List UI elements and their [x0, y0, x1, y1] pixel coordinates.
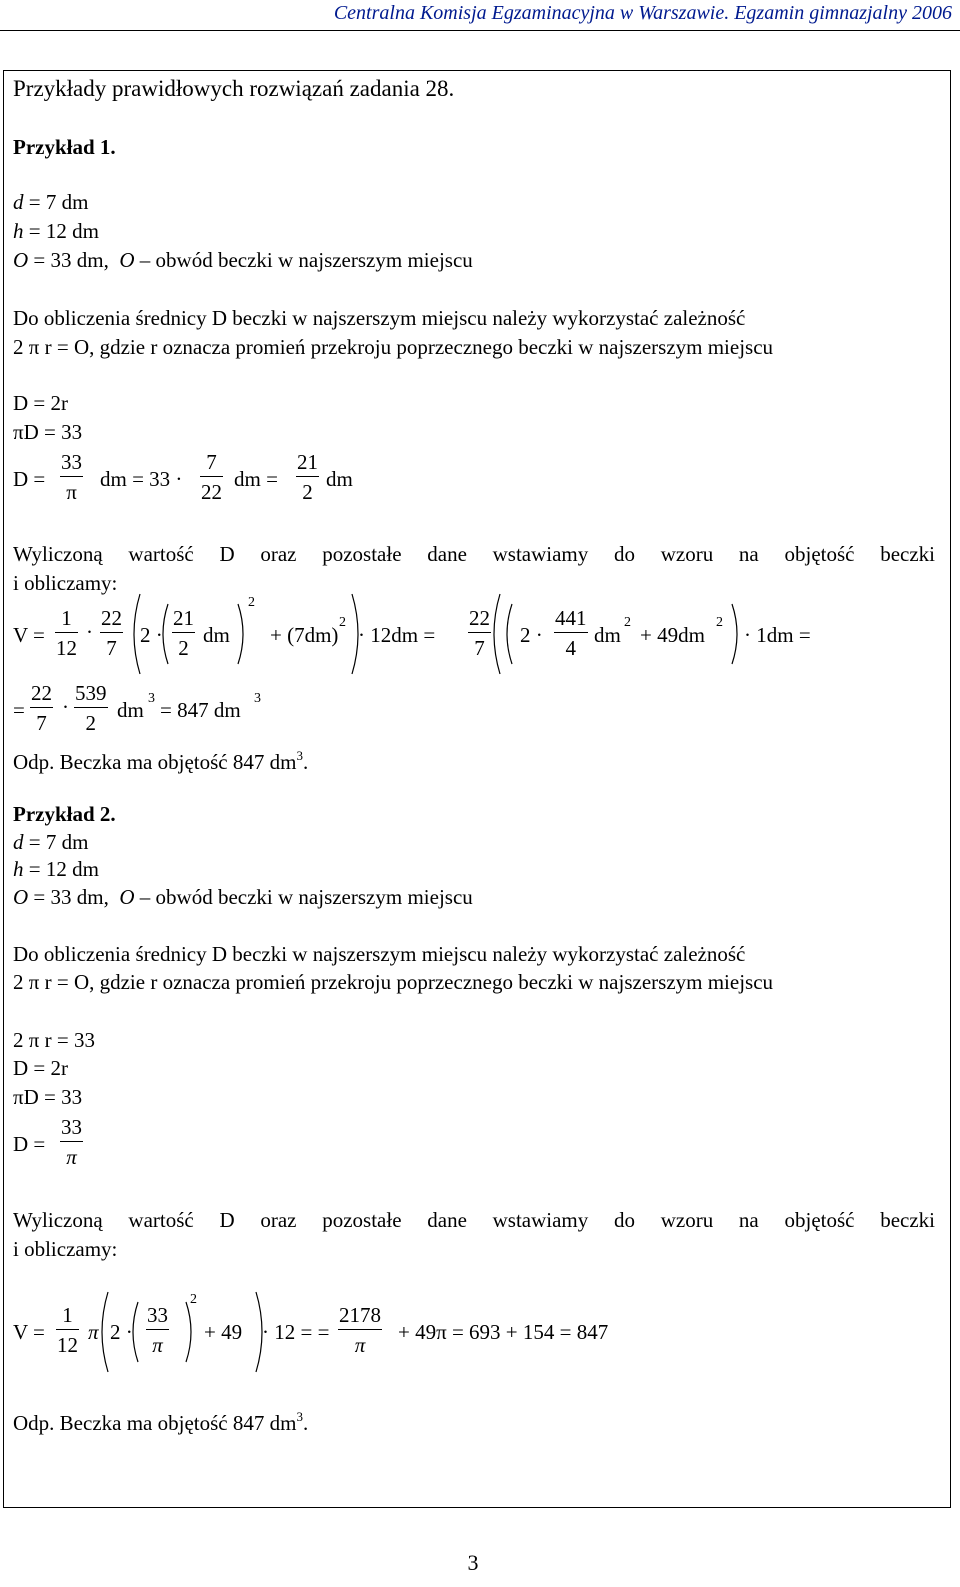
ex2-vol-frac-b: 33 π	[147, 1303, 168, 1357]
ex2-given-o: O = 33 dm, O – obwód beczki w najszerszym miejscu	[13, 885, 473, 909]
ex1-title: Przykład 1.	[13, 135, 116, 159]
ex1-vol2-exp2: 3	[254, 691, 261, 706]
ex1-vol-exp2: 2	[339, 615, 346, 630]
ex2-eq1: D = 2r	[13, 1056, 69, 1080]
ex2-vol-rest: + 49π = 693 + 154 = 847	[398, 1320, 609, 1344]
ex1-vol-dm2: dm	[594, 623, 621, 647]
ex1-vol-frac-e: 441 4	[555, 606, 587, 660]
ex2-answer: Odp. Beczka ma objętość 847 $dm^3$.	[13, 1409, 309, 1435]
ex1-vol-two2: 2 ·	[520, 623, 543, 647]
ex1-vol-lhs: V =	[13, 623, 45, 647]
ex1-vol-exp4: 2	[716, 615, 723, 630]
ex2-given-d: d = 7 dm	[13, 830, 89, 854]
ex1-eq3-frac1: 33 π	[61, 450, 82, 504]
ex1-vol2-frac-g: 539 2	[75, 681, 107, 735]
ex1-vol2-eq: = 847 dm	[160, 698, 241, 722]
ex1-vol-frac-c: 21 2	[173, 606, 194, 660]
ex1-para1-line2: 2 π r = O, gdzie r oznacza promień przekroju poprzecznego beczki w najszerszym miejscu	[13, 335, 774, 359]
ex1-vol2-frac-f: 22 7	[31, 681, 52, 735]
ex2-given-h: h = 12 dm	[13, 857, 99, 881]
ex1-vol2-exp: 3	[148, 691, 155, 706]
ex1-eq3-end: dm	[326, 467, 353, 491]
header-title: Centralna Komisja Egzaminacyjna w Warszawie. Egzamin gimnazjalny 2006	[333, 2, 952, 24]
ex1-vol-brackets2	[500, 592, 750, 676]
ex1-eq3-frac2: 7 22	[201, 450, 222, 504]
ex1-vol-frac-a: 1 12	[56, 606, 77, 660]
ex2-vol-times: · 12 = =	[262, 1320, 330, 1344]
ex2-eq2: πD = 33	[13, 1085, 83, 1109]
ex1-eq3-lhs: D =	[13, 467, 46, 491]
ex1-eq3-frac3: 21 2	[297, 450, 318, 504]
ex1-vol-two: 2 ·	[140, 623, 163, 647]
ex1-given-d: d = 7 dm	[13, 190, 89, 214]
ex1-given-o: O = 33 dm, O – obwód beczki w najszerszym miejscu	[13, 248, 473, 272]
ex1-eq-pid: πD = 33	[13, 420, 83, 444]
ex2-eq3-frac: 33 π	[61, 1115, 82, 1169]
ex2-vol-exp: 2	[190, 1292, 197, 1307]
ex2-vol-frac-c: 2178 π	[339, 1303, 381, 1357]
ex1-eq3-mid1: dm = 33 ·	[100, 467, 183, 491]
ex1-given-h: h = 12 dm	[13, 219, 99, 243]
ex1-vol2-rest: dm	[117, 698, 144, 722]
ex2-para1-line1: Do obliczenia średnicy D beczki w najszerszym miejscu należy wykorzystać zależność	[13, 942, 746, 966]
ex2-vol-lhs: V =	[13, 1320, 45, 1344]
ex2-eq0: 2 π r = 33	[13, 1028, 95, 1052]
ex2-vol-pi: π	[88, 1320, 99, 1344]
ex1-vol-times1: · 1dm =	[744, 623, 811, 647]
page-number: 3	[467, 1550, 479, 1575]
page-header	[0, 0, 960, 31]
ex1-vol-plus2: + 49dm	[640, 623, 705, 647]
ex2-vol-two: 2 ·	[110, 1320, 133, 1344]
ex2-vol-frac-a: 1 12	[57, 1303, 78, 1357]
ex2-vol-plus: + 49	[204, 1320, 243, 1344]
ex2-para2: Wyliczoną wartość D oraz pozostałe dane wstawiamy do wzoru na objętość beczki i obliczamy:	[13, 1208, 935, 1261]
ex1-vol-frac-d: 22 7	[469, 606, 490, 660]
ex2-para1-line2: 2 π r = O, gdzie r oznacza promień przekroju poprzecznego beczki w najszerszym miejscu	[13, 970, 774, 994]
ex1-vol-dm: dm	[203, 623, 230, 647]
ex1-eq-d2r: D = 2r	[13, 391, 69, 415]
ex1-vol-times12: · 12dm =	[358, 623, 436, 647]
ex1-vol-exp3: 2	[624, 615, 631, 630]
ex1-vol2-dot: ·	[62, 695, 69, 719]
ex1-vol-plus: + (7dm)	[270, 623, 339, 647]
ex1-answer: Odp. Beczka ma objętość 847 $dm^3$.	[13, 748, 309, 774]
ex2-title: Przykład 2.	[13, 802, 116, 826]
ex1-vol-exp: 2	[248, 595, 255, 610]
ex1-vol-frac-b: 22 7	[101, 606, 122, 660]
ex1-eq3-mid2: dm =	[234, 467, 278, 491]
intro-heading: Przykłady prawidłowych rozwiązań zadania 28.	[13, 76, 455, 101]
ex1-para2: Wyliczoną wartość D oraz pozostałe dane wstawiamy do wzoru na objętość beczki i obliczamy:	[13, 542, 935, 595]
ex1-vol-dot: ·	[86, 620, 93, 644]
ex1-vol2-lhs: =	[13, 698, 25, 722]
ex1-para1-line1: Do obliczenia średnicy D beczki w najszerszym miejscu należy wykorzystać zależność	[13, 306, 746, 330]
ex2-eq3-lhs: D =	[13, 1132, 46, 1156]
